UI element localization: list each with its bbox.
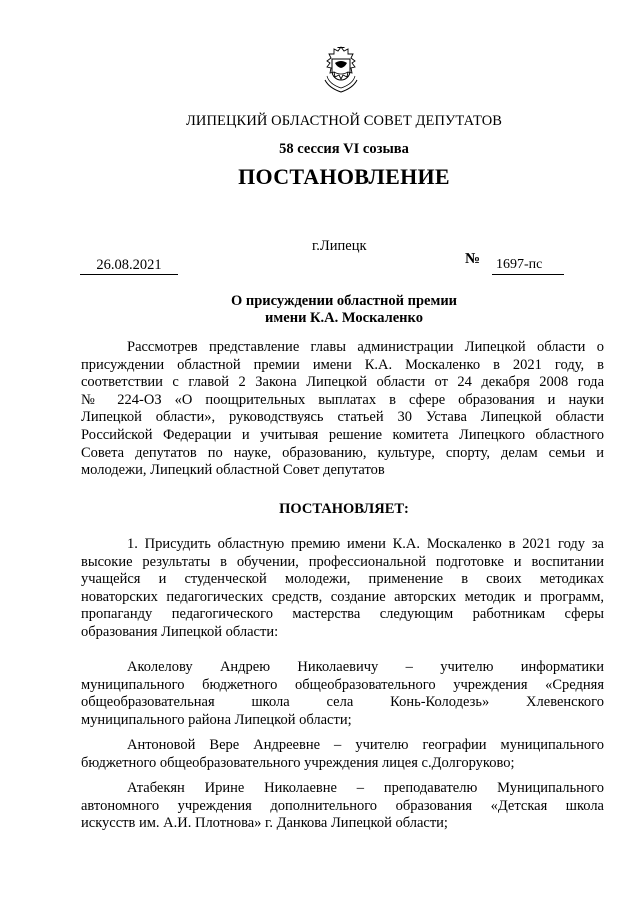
paragraph-line: муниципального бюджетного общеобразовательного учреждения «Средняя (81, 676, 604, 693)
paragraph-line: бюджетного общеобразовательного учреждения лицея с.Долгоруково; (81, 754, 515, 771)
subject-line: О присуждении областной премии (230, 293, 458, 309)
paragraph-line: учащейся и студенческой молодежи, применение в своих методиках (81, 571, 604, 588)
city-label: г.Липецк (312, 238, 367, 254)
paragraph-line: Атабекян Ирине Николаевне – преподавателю Муниципального (127, 780, 604, 796)
paragraph-line: № 224-ОЗ «О поощрительных выплатах в сфере образования и науки (81, 391, 604, 408)
awardee-paragraph (81, 659, 604, 729)
paragraph-line: Совета депутатов по науке, образованию, культуре, спорту, делам семьи и (81, 444, 604, 461)
coat-of-arms-emblem (321, 46, 361, 94)
paragraph-line: Российской Федерации и учитывая решение комитета Липецкого областного (81, 426, 604, 443)
paragraph-line: автономного учреждения дополнительного образования «Детская школа (81, 797, 604, 814)
paragraph-line: присуждении областной премии имени К.А. Москаленко в 2021 году, в (81, 356, 604, 373)
document-subject (24, 293, 640, 327)
paragraph-line: Рассмотрев представление главы администрации Липецкой области о (127, 339, 604, 355)
paragraph-line: искусств им. А.И. Плотнова» г. Данкова Липецкой области; (81, 815, 448, 832)
paragraph-line: Липецкой области», руководствуясь статьей 30 Устава Липецкой области (81, 409, 604, 426)
session-title: 58 сессия VI созыва (279, 141, 409, 157)
paragraph-line: высокие результаты в обучении, профессиональной подготовке и воспитании (81, 553, 604, 570)
paragraph-line: молодежи, Липецкий областной Совет депутатов (81, 462, 385, 479)
council-name: ЛИПЕЦКИЙ ОБЛАСТНОЙ СОВЕТ ДЕПУТАТОВ (185, 113, 503, 129)
clause-1-paragraph (81, 536, 604, 642)
paragraph-line: общеобразовательная школа села Конь-Колодезь» Хлевенского (81, 694, 604, 711)
paragraph-line: образования Липецкой области: (81, 623, 279, 640)
paragraph-line: Аколелову Андрею Николаевичу – учителю информатики (127, 659, 604, 675)
paragraph-line: пропаганду педагогического мастерства следующим работникам сферы (81, 606, 604, 623)
awardee-paragraph (81, 737, 604, 772)
resolves-heading: ПОСТАНОВЛЯЕТ: (279, 501, 409, 517)
subject-line: имени К.А. Москаленко (265, 310, 423, 326)
paragraph-line: Антоновой Вере Андреевне – учителю географии муниципального (127, 737, 604, 753)
paragraph-line: муниципального района Липецкой области; (81, 711, 352, 728)
paragraph-line: соответствии с главой 2 Закона Липецкой области от 24 декабря 2008 года (81, 374, 604, 391)
document-number: 1697-пс (492, 256, 564, 275)
number-sign: № (465, 251, 481, 267)
paragraph-line: 1. Присудить областную премию имени К.А. Москаленко в 2021 году за (127, 536, 604, 552)
paragraph-line: новаторских педагогических средств, создание авторских методик и программ, (81, 588, 604, 605)
document-type-title: ПОСТАНОВЛЕНИЕ (238, 164, 450, 189)
preamble-paragraph (81, 339, 604, 480)
document-date: 26.08.2021 (80, 256, 178, 275)
awardee-paragraph (81, 780, 604, 833)
